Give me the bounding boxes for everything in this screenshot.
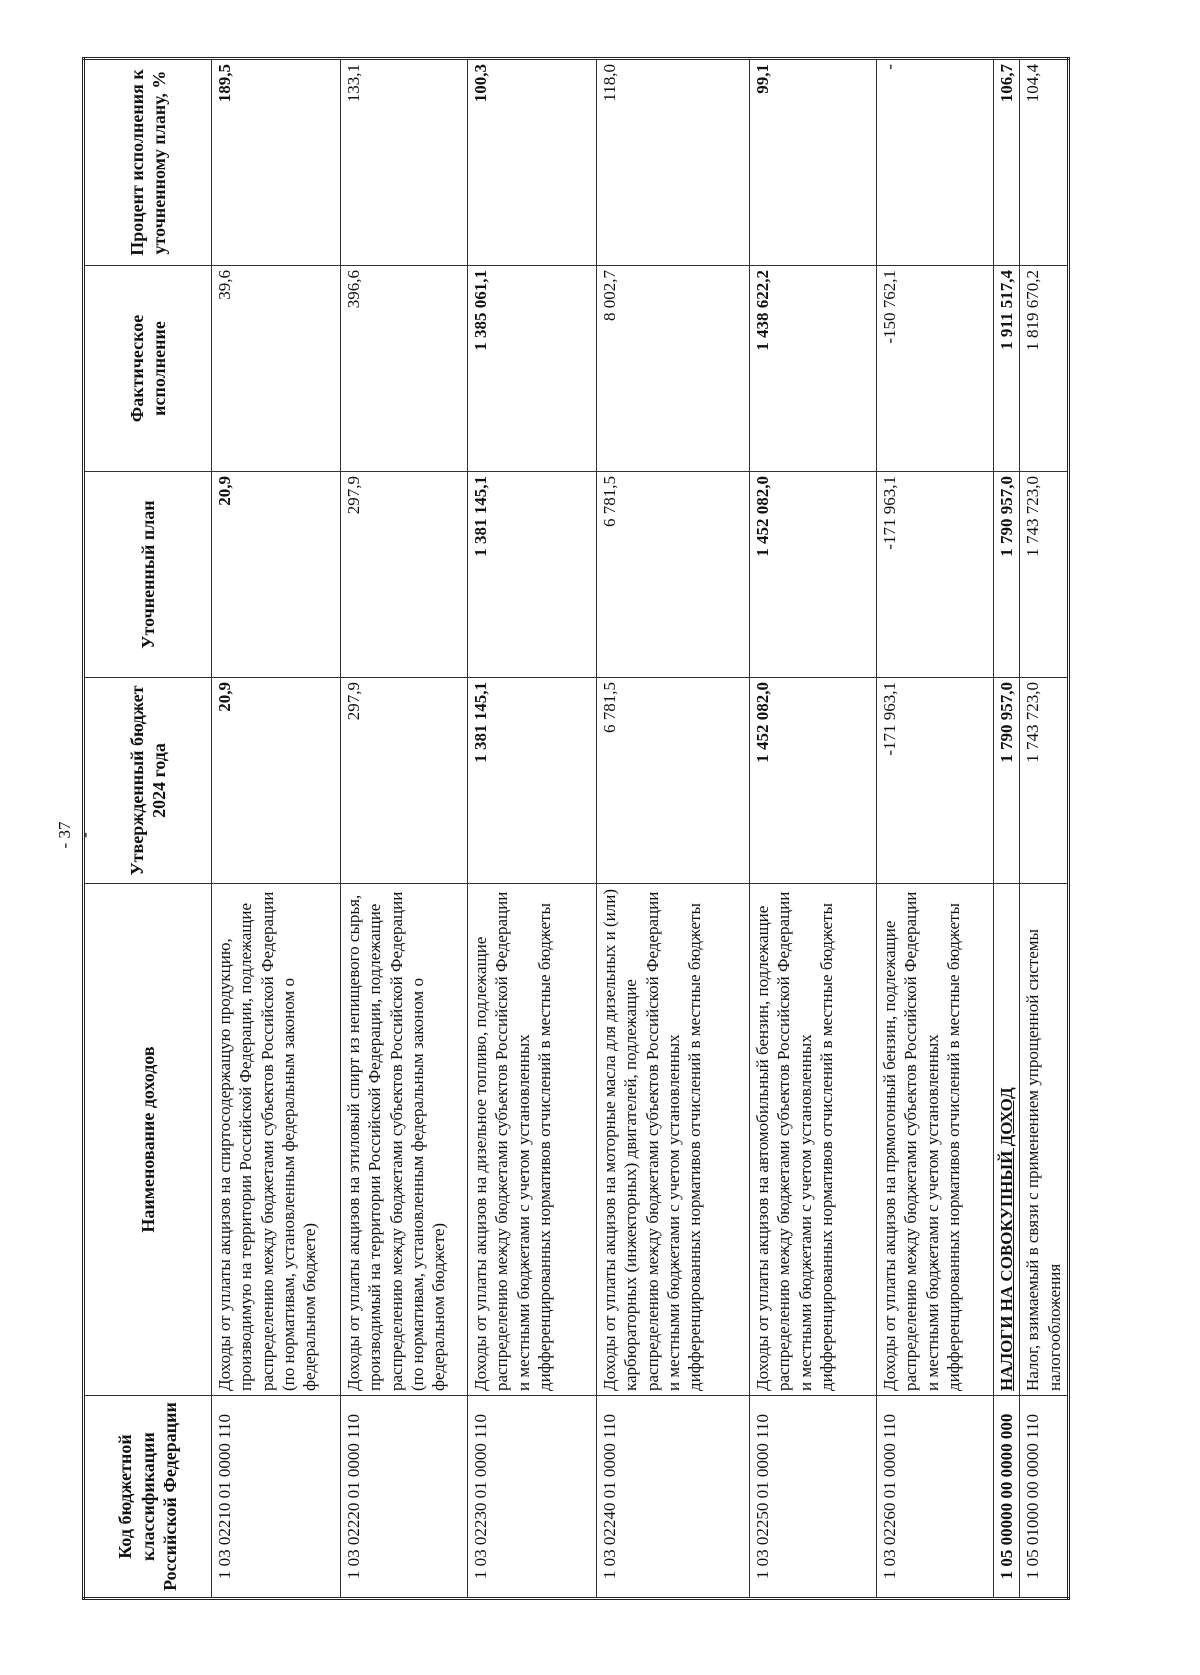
row-approved: 1 381 145,1: [468, 678, 597, 884]
header-percent: Процент исполнения к уточненному плану, %: [84, 59, 212, 266]
row-actual: 8 002,7: [597, 266, 750, 472]
row-percent: 104,4: [1020, 59, 1069, 266]
header-code: Код бюджетной классификации Российской Федерации: [84, 1396, 212, 1599]
row-approved: 297,9: [341, 678, 468, 884]
row-actual: 39,6: [212, 266, 341, 472]
row-actual: -150 762,1: [877, 266, 994, 472]
row-refined: -171 963,1: [877, 472, 994, 678]
row-code: 1 03 02260 01 0000 110: [877, 1396, 994, 1599]
row-name: Доходы от уплаты акцизов на автомобильный бензин, подлежащие распределению между бюджетами субъектов Российской Федерации и местными бюджетами с учетом установленных дифференцированных нормативов отчислений в местные бюджеты: [750, 884, 877, 1396]
row-approved: 1 743 723,0: [1020, 678, 1069, 884]
header-actual: Фактическое исполнение: [84, 266, 212, 472]
row-actual: 1 385 061,1: [468, 266, 597, 472]
table-row: [597, 59, 750, 1599]
row-name: Доходы от уплаты акцизов на дизельное топливо, подлежащие распределению между бюджетами субъектов Российской Федерации и местными бюджетами с учетом установленных дифференцированных нормативов отчислений в местные бюджеты: [468, 884, 597, 1396]
row-percent: 99,1: [750, 59, 877, 266]
row-approved: 20,9: [212, 678, 341, 884]
row-code: 1 05 00000 00 0000 000: [994, 1396, 1020, 1599]
row-percent: 118,0: [597, 59, 750, 266]
row-actual: 396,6: [341, 266, 468, 472]
table-row: [1020, 59, 1069, 1599]
row-actual: 1 911 517,4: [994, 266, 1020, 472]
row-name: Доходы от уплаты акцизов на моторные масла для дизельных и (или) карбюраторных (инжекторных) двигателей, подлежащие распределению между бюджетами субъектов Российской Федерации и местными бюджетами с учетом установленных дифференцированных нормативов отчислений в местные бюджеты: [597, 884, 750, 1396]
row-percent: 106,7: [994, 59, 1020, 266]
row-name: Доходы от уплаты акцизов на прямогонный бензин, подлежащие распределению между бюджетами субъектов Российской Федерации и местными бюджетами с учетом установленных дифференцированных нормативов отчислений в местные бюджеты: [877, 884, 994, 1396]
row-approved: 6 781,5: [597, 678, 750, 884]
page-number: - 37 -: [55, 821, 94, 849]
row-refined: 6 781,5: [597, 472, 750, 678]
row-code: 1 03 02240 01 0000 110: [597, 1396, 750, 1599]
row-percent: 100,3: [468, 59, 597, 266]
row-refined: 297,9: [341, 472, 468, 678]
row-name: Налог, взимаемый в связи с применением упрощенной системы налогообложения: [1020, 884, 1069, 1396]
header-approved: Утвержденный бюджет 2024 года: [84, 678, 212, 884]
row-code: 1 03 02220 01 0000 110: [341, 1396, 468, 1599]
row-refined: 20,9: [212, 472, 341, 678]
row-code: 1 03 02210 01 0000 110: [212, 1396, 341, 1599]
table-row-section-total: [994, 59, 1020, 1599]
row-approved: 1 452 082,0: [750, 678, 877, 884]
row-code: 1 03 02250 01 0000 110: [750, 1396, 877, 1599]
table-row: [341, 59, 468, 1599]
row-approved: 1 790 957,0: [994, 678, 1020, 884]
header-row: [84, 59, 212, 1599]
row-refined: 1 743 723,0: [1020, 472, 1069, 678]
row-refined: 1 790 957,0: [994, 472, 1020, 678]
row-code: 1 05 01000 00 0000 110: [1020, 1396, 1069, 1599]
rotated-page-content: [82, 60, 1082, 1600]
row-name: Доходы от уплаты акцизов на этиловый спирт из непищевого сырья, производимый на территории Российской Федерации, подлежащие распределению между бюджетами субъектов Российской Федерации (по нормативам, установленным федеральным законом о федеральном бюджете): [341, 884, 468, 1396]
table-row: [468, 59, 597, 1599]
table-row: [750, 59, 877, 1599]
row-actual: 1 438 622,2: [750, 266, 877, 472]
row-actual: 1 819 670,2: [1020, 266, 1069, 472]
row-percent: 133,1: [341, 59, 468, 266]
row-percent: -: [877, 59, 994, 266]
row-code: 1 03 02230 01 0000 110: [468, 1396, 597, 1599]
table-row: [877, 59, 994, 1599]
row-approved: -171 963,1: [877, 678, 994, 884]
header-refined: Уточненный план: [84, 472, 212, 678]
row-name: Доходы от уплаты акцизов на спиртосодержащую продукцию, производимую на территории Российской Федерации, подлежащие распределению между бюджетами субъектов Российской Федерации (по нормативам, установленным федеральным законом о федеральном бюджете): [212, 884, 341, 1396]
row-percent: 189,5: [212, 59, 341, 266]
revenue-table: [82, 57, 1070, 1600]
row-refined: 1 381 145,1: [468, 472, 597, 678]
row-refined: 1 452 082,0: [750, 472, 877, 678]
table-row: [212, 59, 341, 1599]
header-name: Наименование доходов: [84, 884, 212, 1396]
row-name: НАЛОГИ НА СОВОКУПНЫЙ ДОХОД: [994, 884, 1020, 1396]
